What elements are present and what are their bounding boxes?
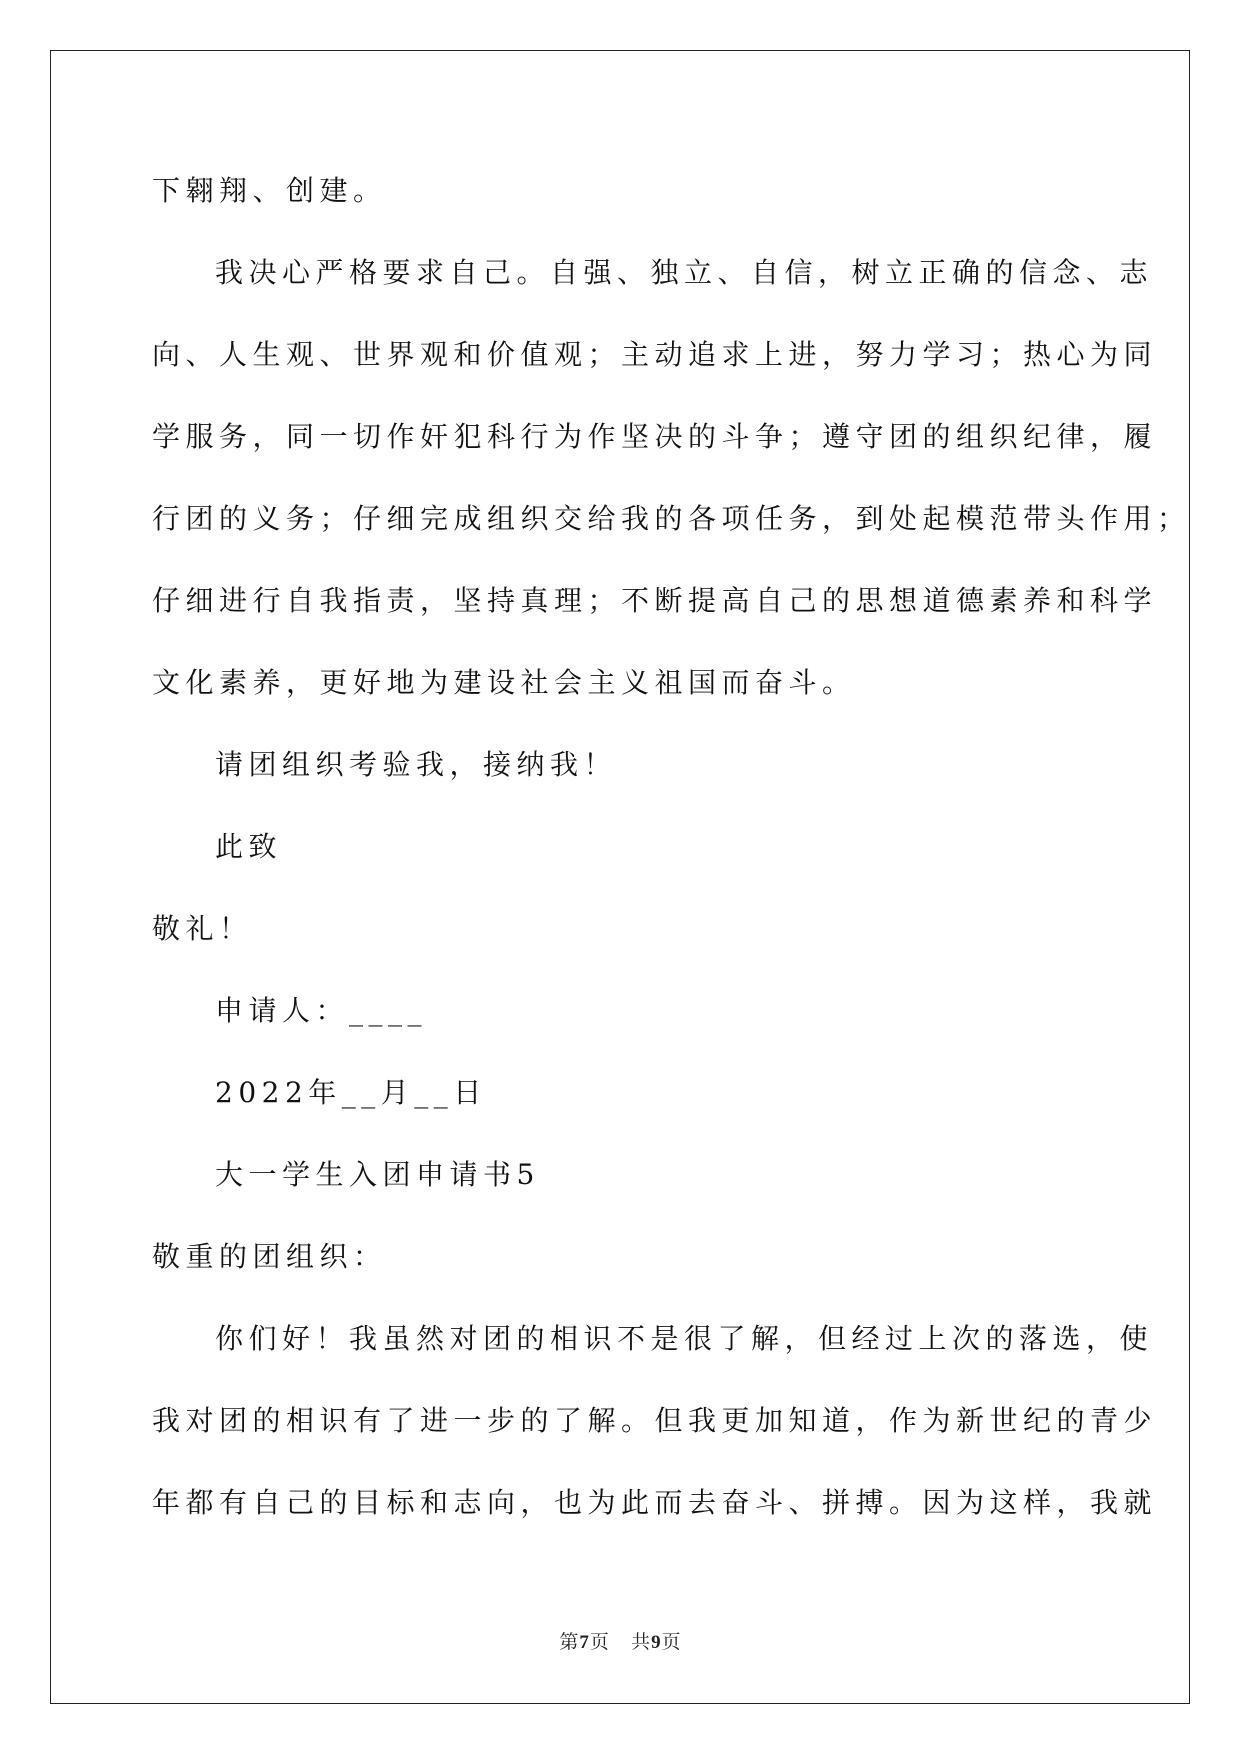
- footer-total-suffix: 页: [661, 1631, 682, 1653]
- text-line: 学服务，同一切作奸犯科行为作坚决的斗争；遵守团的组织纪律，履: [152, 420, 1158, 453]
- text-line: 行团的义务；仔细完成组织交给我的各项任务，到处起模范带头作用；: [152, 502, 1191, 535]
- footer-page-number: 7: [579, 1632, 590, 1653]
- date-line: 2022年__月__日: [215, 1076, 487, 1109]
- footer-total-pages: 9: [651, 1632, 662, 1653]
- salutation-cizhi: 此致: [215, 830, 283, 863]
- text-line: 下翱翔、创建。: [152, 174, 387, 207]
- footer-total-prefix: 共: [631, 1631, 652, 1653]
- section-title: 大一学生入团申请书5: [215, 1158, 540, 1191]
- closing-request: 请团组织考验我，接纳我！: [215, 748, 618, 781]
- document-body: [152, 160, 1191, 1554]
- text-line: 仔细进行自我指责，坚持真理；不断提高自己的思想道德素养和科学: [152, 584, 1158, 617]
- text-line: 我对团的相识有了进一步的了解。但我更加知道，作为新世纪的青少: [152, 1404, 1158, 1437]
- footer-prefix: 第: [559, 1631, 580, 1653]
- salutation-jingli: 敬礼！: [152, 912, 253, 945]
- text-line: 文化素养，更好地为建设社会主义祖国而奋斗。: [152, 666, 856, 699]
- footer-page-suffix: 页: [589, 1631, 610, 1653]
- text-line: 向、人生观、世界观和价值观；主动追求上进，努力学习；热心为同: [152, 338, 1158, 371]
- text-line: 你们好！我虽然对团的相识不是很了解，但经过上次的落选，使: [215, 1322, 1154, 1355]
- text-line: 年都有自己的目标和志向，也为此而去奋斗、拼搏。因为这样，我就: [152, 1486, 1158, 1519]
- page-footer: [0, 1627, 1241, 1654]
- text-line: 我决心严格要求自己。自强、独立、自信，树立正确的信念、志: [215, 256, 1154, 289]
- applicant-signature: 申请人：____: [215, 994, 428, 1027]
- letter-greeting: 敬重的团组织：: [152, 1240, 387, 1273]
